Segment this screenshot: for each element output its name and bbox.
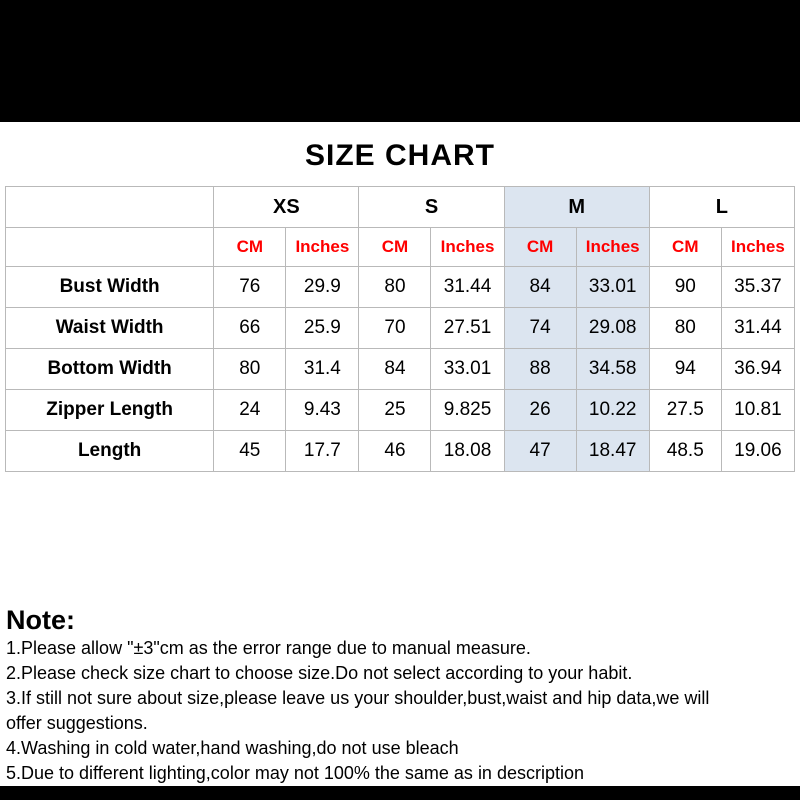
size-header-xs: XS — [214, 187, 359, 228]
table-row — [6, 267, 795, 308]
row-label-bottom-width: Bottom Width — [6, 349, 214, 390]
cell-bust-xs-cm: 76 — [214, 267, 286, 308]
note-section — [0, 602, 800, 786]
cell-zipper-l-cm: 27.5 — [649, 390, 721, 431]
note-line-5: 5.Due to different lighting,color may not 100% the same as in description — [6, 763, 584, 783]
cell-zipper-m-cm: 26 — [504, 390, 576, 431]
cell-length-m-in: 18.47 — [576, 431, 649, 472]
unit-s-inches: Inches — [431, 228, 504, 267]
cell-zipper-s-in: 9.825 — [431, 390, 504, 431]
unit-s-cm: CM — [359, 228, 431, 267]
cell-length-xs-cm: 45 — [214, 431, 286, 472]
cell-length-xs-in: 17.7 — [286, 431, 359, 472]
cell-waist-xs-in: 25.9 — [286, 308, 359, 349]
row-label-bust-width: Bust Width — [6, 267, 214, 308]
size-header-l: L — [649, 187, 794, 228]
cell-bottom-s-in: 33.01 — [431, 349, 504, 390]
note-line-3-cont: offer suggestions. — [6, 713, 148, 733]
cell-bust-m-in: 33.01 — [576, 267, 649, 308]
cell-zipper-xs-in: 9.43 — [286, 390, 359, 431]
cell-waist-l-in: 31.44 — [721, 308, 794, 349]
cell-bust-s-cm: 80 — [359, 267, 431, 308]
cell-zipper-s-cm: 25 — [359, 390, 431, 431]
note-line-2: 2.Please check size chart to choose size.Do not select according to your habit. — [6, 663, 633, 683]
cell-bottom-xs-cm: 80 — [214, 349, 286, 390]
cell-bottom-l-cm: 94 — [649, 349, 721, 390]
cell-waist-l-cm: 80 — [649, 308, 721, 349]
cell-waist-m-in: 29.08 — [576, 308, 649, 349]
cell-waist-m-cm: 74 — [504, 308, 576, 349]
unit-xs-inches: Inches — [286, 228, 359, 267]
table-row — [6, 349, 795, 390]
cell-bottom-m-in: 34.58 — [576, 349, 649, 390]
cell-bottom-xs-in: 31.4 — [286, 349, 359, 390]
cell-bust-m-cm: 84 — [504, 267, 576, 308]
cell-waist-xs-cm: 66 — [214, 308, 286, 349]
cell-bottom-s-cm: 84 — [359, 349, 431, 390]
size-header-s: S — [359, 187, 504, 228]
unit-m-inches: Inches — [576, 228, 649, 267]
unit-l-inches: Inches — [721, 228, 794, 267]
table-header-sizes — [6, 187, 795, 228]
cell-zipper-l-in: 10.81 — [721, 390, 794, 431]
cell-zipper-xs-cm: 24 — [214, 390, 286, 431]
table-header-units — [6, 228, 795, 267]
cell-bottom-l-in: 36.94 — [721, 349, 794, 390]
note-line-3: 3.If still not sure about size,please leave us your shoulder,bust,waist and hip data,we will — [6, 688, 710, 708]
cell-length-s-in: 18.08 — [431, 431, 504, 472]
cell-length-s-cm: 46 — [359, 431, 431, 472]
cell-bust-l-in: 35.37 — [721, 267, 794, 308]
note-line-1: 1.Please allow "±3"cm as the error range due to manual measure. — [6, 638, 531, 658]
header-corner-cell — [6, 187, 214, 228]
size-header-m: M — [504, 187, 649, 228]
cell-waist-s-in: 27.51 — [431, 308, 504, 349]
unit-m-cm: CM — [504, 228, 576, 267]
size-chart-table — [5, 186, 795, 472]
row-label-waist-width: Waist Width — [6, 308, 214, 349]
note-line-4: 4.Washing in cold water,hand washing,do not use bleach — [6, 738, 459, 758]
unit-xs-cm: CM — [214, 228, 286, 267]
cell-bottom-m-cm: 88 — [504, 349, 576, 390]
table-row — [6, 390, 795, 431]
table-row — [6, 431, 795, 472]
row-label-length: Length — [6, 431, 214, 472]
cell-length-l-cm: 48.5 — [649, 431, 721, 472]
cell-length-l-in: 19.06 — [721, 431, 794, 472]
cell-bust-xs-in: 29.9 — [286, 267, 359, 308]
unit-corner-cell — [6, 228, 214, 267]
page-title: SIZE CHART — [305, 139, 495, 172]
cell-waist-s-cm: 70 — [359, 308, 431, 349]
cell-length-m-cm: 47 — [504, 431, 576, 472]
table-row — [6, 308, 795, 349]
unit-l-cm: CM — [649, 228, 721, 267]
cell-zipper-m-in: 10.22 — [576, 390, 649, 431]
row-label-zipper-length: Zipper Length — [6, 390, 214, 431]
cell-bust-s-in: 31.44 — [431, 267, 504, 308]
cell-bust-l-cm: 90 — [649, 267, 721, 308]
note-title: Note: — [6, 605, 75, 635]
size-chart-card — [0, 122, 800, 783]
